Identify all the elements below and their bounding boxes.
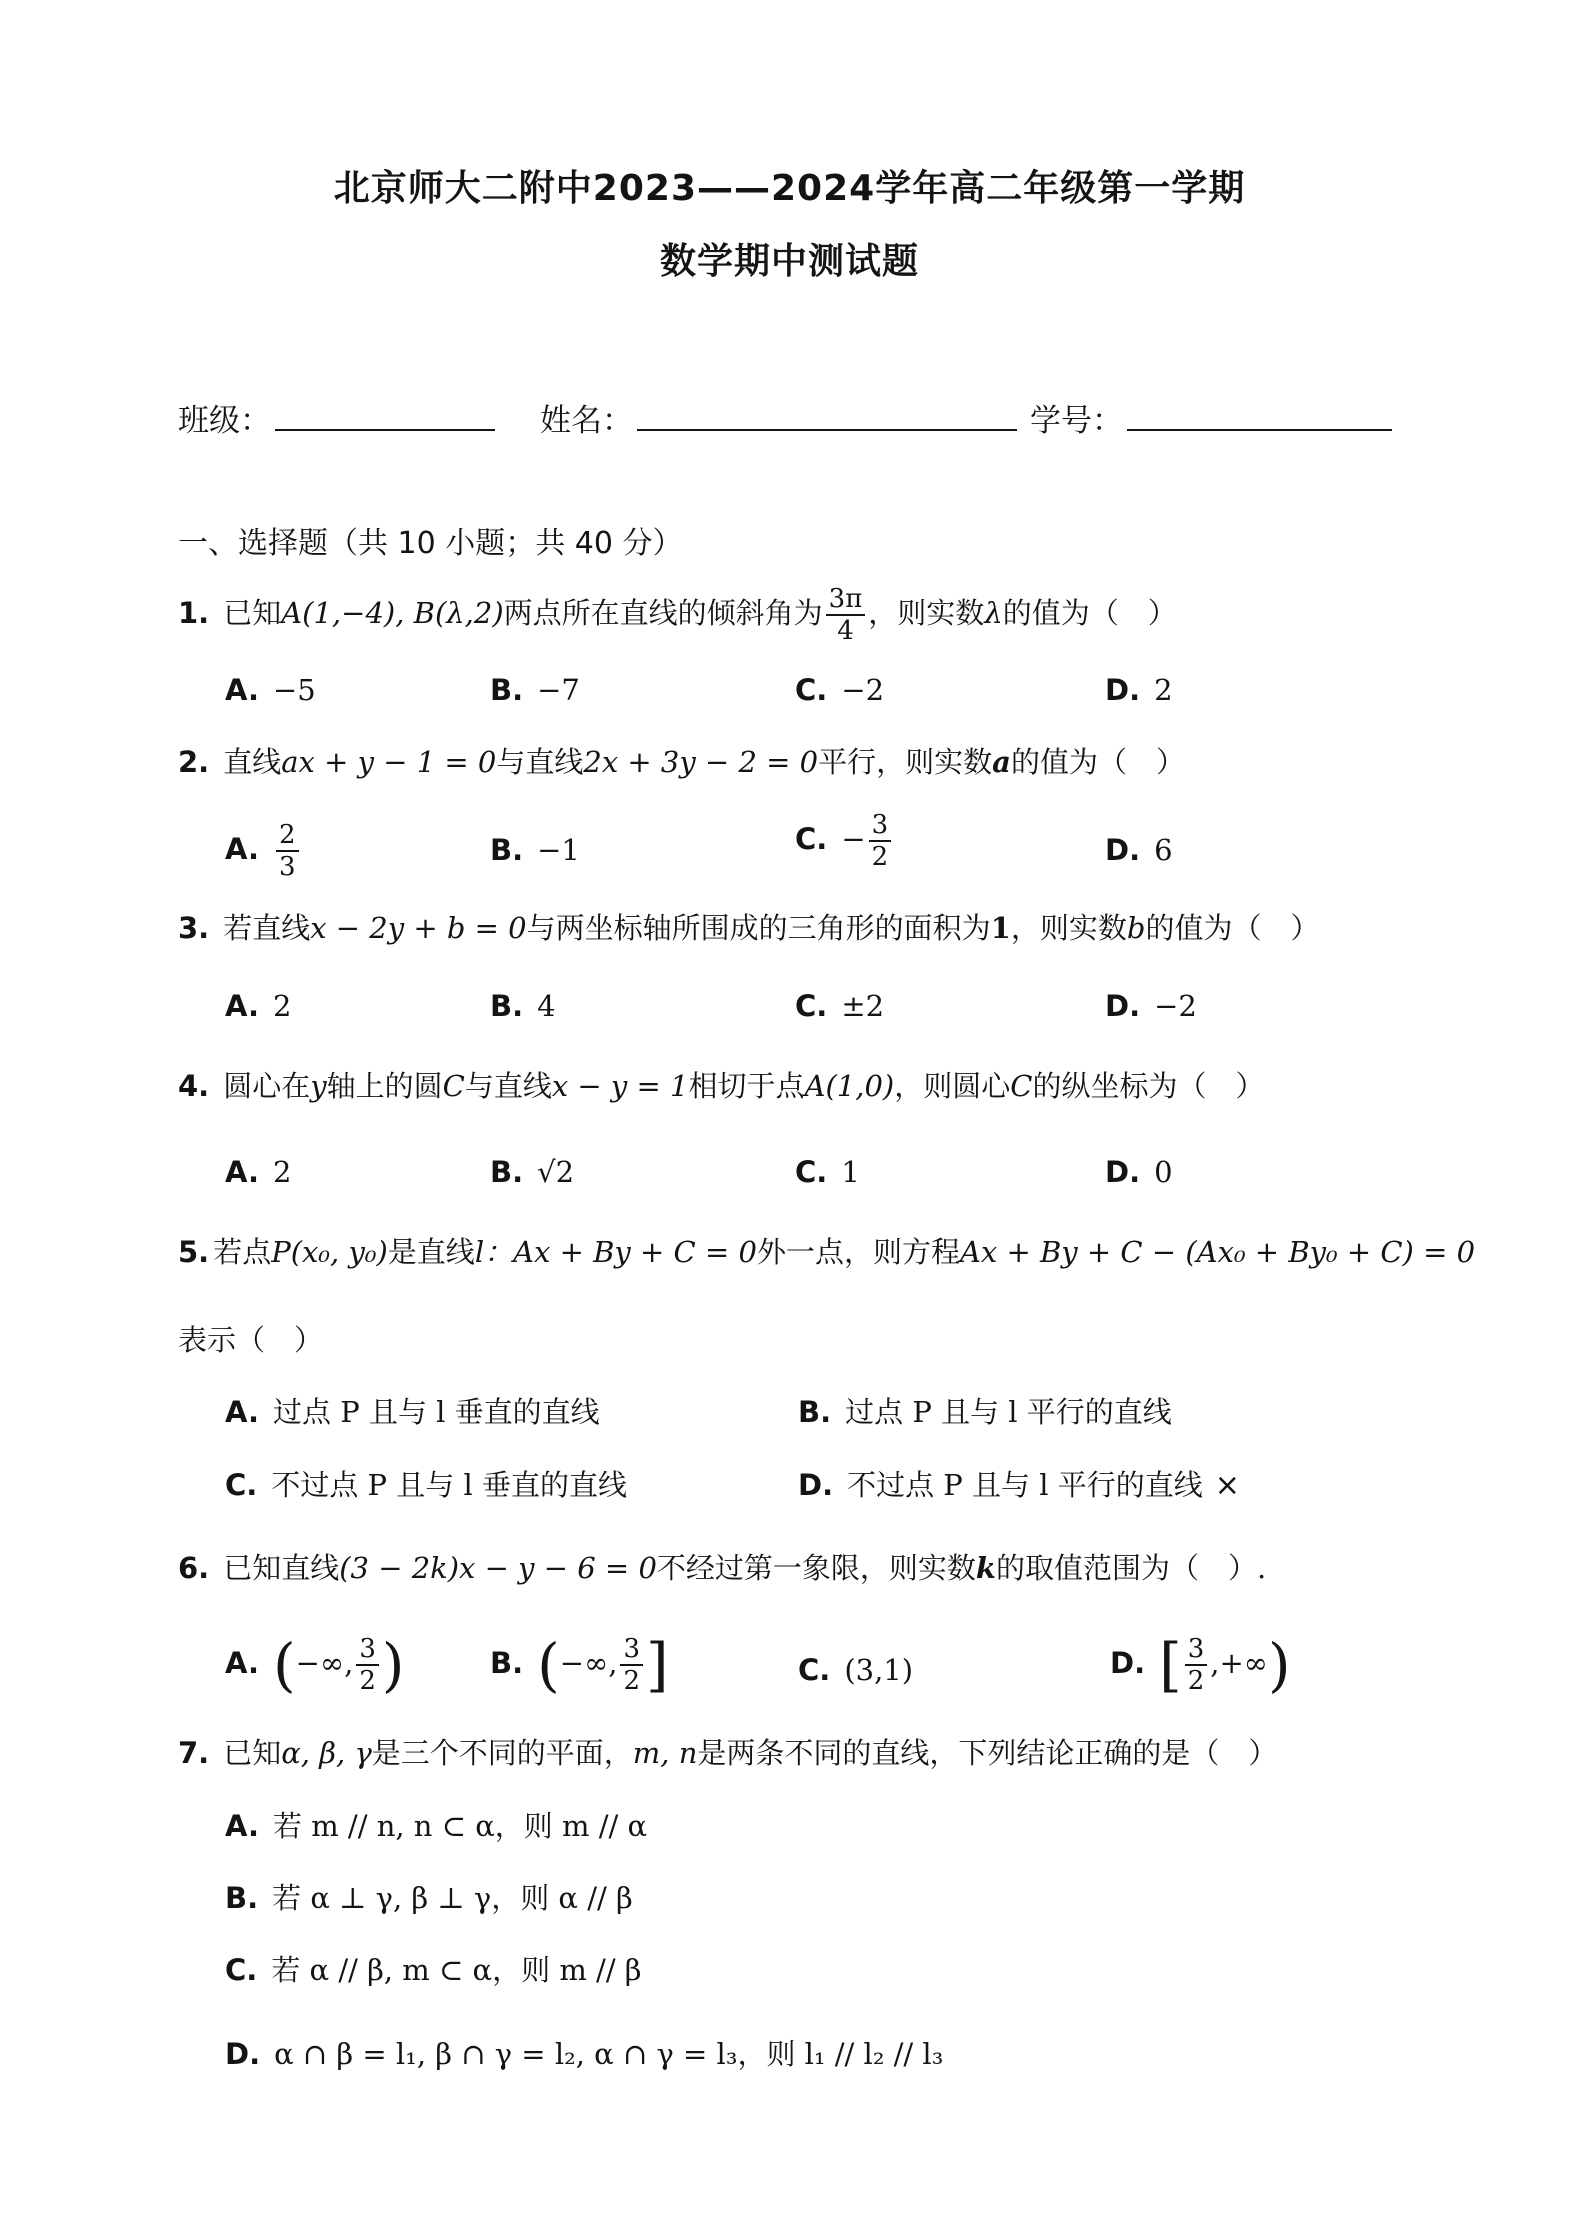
q4-option-c[interactable] <box>795 1152 860 1192</box>
question-6 <box>178 1548 1266 1588</box>
exam-title: 北京师大二附中2023——2024学年高二年级第一学期 <box>333 168 1246 209</box>
option-label: D. <box>1105 833 1141 867</box>
q7-option-d[interactable] <box>225 2034 943 2074</box>
question-number: 4. <box>178 1069 210 1103</box>
q1-option-c[interactable] <box>795 670 884 710</box>
stem-text: 外一点，则方程 <box>756 1235 960 1269</box>
fraction-denominator: 2 <box>359 1666 376 1696</box>
stem-text: 与两坐标轴所围成的三角形的面积为 <box>526 911 991 945</box>
q2-option-c[interactable] <box>795 810 894 872</box>
section-heading: 一、选择题（共 10 小题；共 40 分） <box>178 526 683 561</box>
close-paren: ) <box>1267 1631 1291 1699</box>
question-number: 2. <box>178 745 210 779</box>
fraction <box>620 1634 643 1696</box>
stem-text: 与直线 <box>496 745 584 779</box>
option-label: C. <box>795 822 828 856</box>
option-text: 不过点 P 且与 l 垂直的直线 <box>271 1468 627 1502</box>
option-label: A. <box>225 1155 259 1189</box>
question-3 <box>178 908 1319 948</box>
math-expression: Ax + By + C − (Ax₀ + By₀ + C) = 0 <box>959 1235 1476 1269</box>
q5-option-d[interactable] <box>798 1465 1240 1506</box>
option-label: A. <box>225 832 259 866</box>
option-text: 2 <box>273 989 292 1023</box>
stem-text: 是三个不同的平面， <box>371 1736 633 1770</box>
option-text: √2 <box>537 1155 575 1189</box>
close-paren: ) <box>381 1631 405 1699</box>
option-label: A. <box>225 673 259 707</box>
open-paren: ( <box>273 1631 296 1699</box>
q7-option-b[interactable] <box>225 1878 633 1918</box>
q2-option-d[interactable] <box>1105 830 1173 870</box>
option-label: B. <box>490 833 524 867</box>
question-number: 7. <box>178 1736 210 1770</box>
option-text: −1 <box>537 833 580 867</box>
option-label: C. <box>795 989 828 1023</box>
option-text: α ∩ β = l₁, β ∩ γ = l₂, α ∩ γ = l₃，则 l₁ // l₂ // l₃ <box>274 2037 944 2071</box>
fraction-numerator: 3 <box>869 810 892 842</box>
option-text: 若 α ⊥ γ, β ⊥ γ，则 α // β <box>272 1881 633 1915</box>
math-expression: x − y = 1 <box>551 1069 689 1103</box>
question-5-continued: 表示（ ） <box>178 1323 324 1357</box>
option-label: C. <box>225 1468 258 1502</box>
math-variable: C <box>1010 1069 1033 1103</box>
stem-text: 是两条不同的直线，下列结论正确的是（ ） <box>697 1736 1278 1770</box>
stem-text: 已知 <box>223 1736 282 1770</box>
option-label: B. <box>225 1881 259 1915</box>
q7-option-a[interactable] <box>225 1806 647 1846</box>
question-number: 3. <box>178 911 210 945</box>
stem-text: 是直线 <box>387 1235 475 1269</box>
option-text: ±2 <box>841 989 885 1023</box>
math-variable: b <box>1126 911 1146 945</box>
q4-option-d[interactable] <box>1105 1152 1173 1192</box>
option-label: C. <box>798 1653 831 1687</box>
q7-option-c[interactable] <box>225 1950 642 1990</box>
option-label: A. <box>225 1646 259 1680</box>
option-text: 若 m // n, n ⊂ α，则 m // α <box>273 1809 648 1843</box>
stem-text: 的值为（ ） <box>1010 745 1185 779</box>
fraction <box>276 820 299 882</box>
q2-option-a[interactable] <box>225 820 302 882</box>
stem-text: 的纵坐标为（ ） <box>1032 1069 1265 1103</box>
question-4 <box>178 1066 1264 1106</box>
option-text: 1 <box>841 1155 860 1189</box>
option-text: 4 <box>537 989 556 1023</box>
name-field[interactable] <box>540 395 1017 440</box>
stem-text: 已知直线 <box>223 1551 340 1585</box>
minus-sign: − <box>841 822 866 856</box>
option-label: D. <box>1105 989 1141 1023</box>
stem-text: 相切于点 <box>688 1069 805 1103</box>
fraction-denominator: 2 <box>623 1666 640 1696</box>
option-label: D. <box>225 2037 261 2071</box>
option-text: 6 <box>1154 833 1173 867</box>
question-number: 6. <box>178 1551 210 1585</box>
close-bracket: ] <box>646 1631 669 1699</box>
question-5 <box>178 1232 1475 1272</box>
stem-text: ，则实数 <box>1010 911 1127 945</box>
question-7 <box>178 1733 1277 1773</box>
stem-text: 若点 <box>213 1235 272 1269</box>
fraction <box>1185 1634 1208 1696</box>
math-expression: A(1,−4), B(λ,2) <box>281 596 504 630</box>
interval-right: ,+∞ <box>1210 1646 1268 1680</box>
q4-option-b[interactable] <box>490 1152 574 1192</box>
option-text: 过点 P 且与 l 平行的直线 <box>845 1395 1172 1429</box>
question-number: 1. <box>178 596 210 630</box>
fraction-denominator: 2 <box>1187 1666 1205 1696</box>
stem-text: 平行，则实数 <box>818 745 993 779</box>
fraction-denominator: 2 <box>871 842 889 872</box>
math-expression: A(1,0) <box>804 1069 895 1103</box>
math-expression: 2x + 3y − 2 = 0 <box>583 745 819 779</box>
stem-text: 的值为（ ） <box>1002 596 1177 630</box>
option-label: C. <box>795 673 828 707</box>
stem-text: 与直线 <box>464 1069 552 1103</box>
math-variable: C <box>442 1069 465 1103</box>
q6-option-c[interactable] <box>798 1650 913 1690</box>
option-label: B. <box>490 1646 524 1680</box>
option-text: −5 <box>273 673 316 707</box>
stem-text: 的值为（ ） <box>1145 911 1320 945</box>
q1-option-b[interactable] <box>490 670 580 710</box>
stem-text: 两点所在直线的倾斜角为 <box>503 596 823 630</box>
q3-option-a[interactable] <box>225 986 291 1026</box>
math-expression: (3 − 2k)x − y − 6 = 0 <box>339 1551 657 1585</box>
q2-option-b[interactable] <box>490 830 580 870</box>
math-variable: λ <box>984 596 1003 630</box>
q3-option-c[interactable] <box>795 986 884 1026</box>
stem-text: 的取值范围为（ ）. <box>996 1551 1267 1585</box>
math-expression: l：Ax + By + C = 0 <box>474 1235 757 1269</box>
math-expression: ax + y − 1 = 0 <box>281 745 497 779</box>
stem-text: ，则圆心 <box>894 1069 1011 1103</box>
stem-text: 圆心在 <box>223 1069 311 1103</box>
exam-subtitle: 数学期中测试题 <box>659 241 919 282</box>
option-text: 2 <box>1154 673 1173 707</box>
option-label: A. <box>225 989 259 1023</box>
class-label: 班级： <box>178 403 271 439</box>
math-expression: α, β, γ <box>281 1736 372 1770</box>
q1-option-d[interactable] <box>1105 670 1173 710</box>
stem-text: 轴上的圆 <box>326 1069 443 1103</box>
option-text: 若 α // β, m ⊂ α，则 m // β <box>271 1953 642 1987</box>
option-text: 2 <box>273 1155 292 1189</box>
interval-left: −∞, <box>295 1646 354 1680</box>
q3-option-b[interactable] <box>490 986 556 1026</box>
option-label: D. <box>798 1468 834 1502</box>
q6-option-a[interactable] <box>225 1631 405 1699</box>
handwritten-cross-mark: × <box>1214 1468 1240 1503</box>
option-text: −2 <box>1154 989 1197 1023</box>
option-text: 0 <box>1154 1155 1173 1189</box>
q5-option-b[interactable] <box>798 1392 1172 1432</box>
fraction <box>356 1634 379 1696</box>
fraction-numerator: 3π <box>826 584 866 616</box>
option-label: A. <box>225 1395 259 1429</box>
fraction-numerator: 3 <box>1185 1634 1208 1666</box>
math-variable: a <box>992 745 1011 779</box>
option-label: B. <box>490 1155 524 1189</box>
option-label: D. <box>1105 673 1141 707</box>
stem-text: 直线 <box>223 745 282 779</box>
option-label: C. <box>225 1953 258 1987</box>
q3-option-d[interactable] <box>1105 986 1197 1026</box>
class-field[interactable] <box>178 395 495 440</box>
fraction-numerator: 3 <box>620 1634 643 1666</box>
option-label: B. <box>490 989 524 1023</box>
open-paren: ( <box>537 1631 560 1699</box>
stem-text: 若直线 <box>223 911 311 945</box>
question-1 <box>178 584 1177 646</box>
math-expression: P(x₀, y₀) <box>271 1235 388 1269</box>
math-variable: y <box>310 1069 327 1103</box>
student-id-field[interactable] <box>1030 395 1392 440</box>
math-variable: k <box>975 1551 997 1585</box>
math-expression: m, n <box>632 1736 698 1770</box>
class-blank[interactable] <box>275 401 495 431</box>
name-label: 姓名： <box>540 403 633 439</box>
q5-option-c[interactable] <box>225 1465 627 1505</box>
math-expression: x − 2y + b = 0 <box>310 911 527 945</box>
option-text: 过点 P 且与 l 垂直的直线 <box>273 1395 600 1429</box>
fraction <box>869 810 892 872</box>
option-label: C. <box>795 1155 828 1189</box>
question-number: 5. <box>178 1235 210 1269</box>
fraction-denominator: 3 <box>279 852 296 882</box>
fraction <box>826 584 866 646</box>
interval-left: −∞, <box>559 1646 618 1680</box>
option-label: B. <box>490 673 524 707</box>
open-bracket: [ <box>1159 1631 1182 1699</box>
option-text: (3,1) <box>844 1653 914 1687</box>
fraction-numerator: 3 <box>356 1634 379 1666</box>
q5-option-a[interactable] <box>225 1392 600 1432</box>
stem-text: 已知 <box>223 596 282 630</box>
option-text: −7 <box>537 673 580 707</box>
q6-option-d[interactable] <box>1110 1631 1291 1699</box>
question-2 <box>178 742 1185 782</box>
stem-text: ，则实数 <box>868 596 985 630</box>
option-text: 不过点 P 且与 l 平行的直线 <box>847 1468 1203 1502</box>
q4-option-a[interactable] <box>225 1152 291 1192</box>
option-label: D. <box>1110 1646 1146 1680</box>
stem-text: 不经过第一象限，则实数 <box>656 1551 976 1585</box>
option-label: B. <box>798 1395 832 1429</box>
student-id-blank[interactable] <box>1127 401 1392 431</box>
name-blank[interactable] <box>637 401 1017 431</box>
q1-option-a[interactable] <box>225 670 316 710</box>
option-text: −2 <box>841 673 885 707</box>
student-id-label: 学号： <box>1030 403 1123 439</box>
option-label: D. <box>1105 1155 1141 1189</box>
fraction-denominator: 4 <box>837 616 854 646</box>
area-value: 1 <box>990 911 1011 945</box>
q6-option-b[interactable] <box>490 1631 669 1699</box>
option-label: A. <box>225 1809 259 1843</box>
fraction-numerator: 2 <box>276 820 299 852</box>
